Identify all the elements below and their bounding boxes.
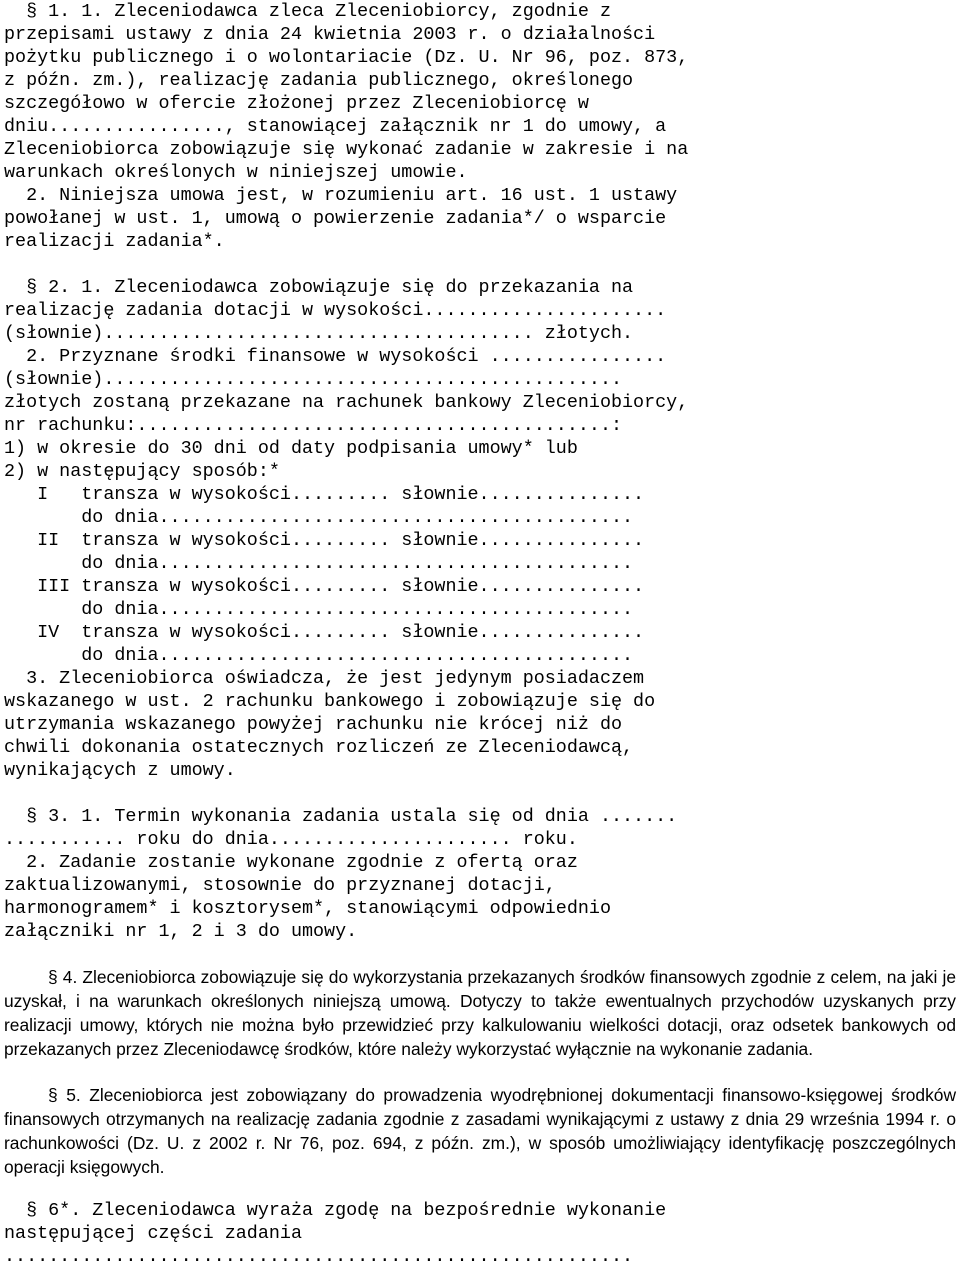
section-3-line: zaktualizowanymi, stosownie do przyznanej dotacji,: [4, 875, 556, 896]
section-3-line: załączniki nr 1, 2 i 3 do umowy.: [4, 921, 358, 942]
tranche-date-line: do dnia...........................................: [4, 599, 634, 620]
section-2-line: złotych zostaną przekazane na rachunek bankowy Zleceniobiorcy,: [4, 392, 689, 413]
spacer: [4, 1179, 956, 1199]
section-1-line: z późn. zm.), realizację zadania publicznego, określonego: [4, 70, 634, 91]
section-2: [4, 276, 956, 782]
section-1-line: realizacji zadania*.: [4, 231, 225, 252]
section-1-line: 2. Niniejsza umowa jest, w rozumieniu art. 16 ust. 1 ustawy: [4, 185, 678, 206]
section-2-line: chwili dokonania ostatecznych rozliczeń ze Zleceniodawcą,: [4, 737, 634, 758]
section-2-line: 3. Zleceniobiorca oświadcza, że jest jedynym posiadaczem: [4, 668, 645, 689]
section-2-line: 1) w okresie do 30 dni od daty podpisania umowy* lub: [4, 438, 578, 459]
section-1: [4, 0, 956, 253]
section-1-line: pożytku publicznego i o wolontariacie (Dz. U. Nr 96, poz. 873,: [4, 47, 689, 68]
section-2-line: § 2. 1. Zleceniodawca zobowiązuje się do przekazania na: [4, 277, 634, 298]
section-2-line: utrzymania wskazanego powyżej rachunku nie krócej niż do: [4, 714, 623, 735]
section-6: [4, 1199, 956, 1268]
spacer: [4, 1061, 956, 1083]
section-4-paragraph: § 4. Zleceniobiorca zobowiązuje się do wykorzystania przekazanych środków finansowych zgodnie z celem, na jaki je uzyskał, i na warunkach określonych niniejszą umową. Dotyczy to także ewentualnych przychodów uzyskanych przy realizacji umowy, których nie można było przewidzieć przy kalkulowaniu wielkości dotacji, oraz odsetek bankowych od przekazanych przez Zleceniodawcę środków, które należy wykorzystać wyłącznie na wykonanie zadania.: [4, 967, 956, 1059]
section-3-line: harmonogramem* i kosztorysem*, stanowiącymi odpowiednio: [4, 898, 611, 919]
section-1-line: przepisami ustawy z dnia 24 kwietnia 2003 r. o działalności: [4, 24, 656, 45]
section-3-line: 2. Zadanie zostanie wykonane zgodnie z ofertą oraz: [4, 852, 578, 873]
section-2-line: 2) w następujący sposób:*: [4, 461, 280, 482]
section-2-line: (słownie)....................................... złotych.: [4, 323, 634, 344]
tranche-line: III transza w wysokości......... słownie...............: [4, 576, 645, 597]
tranche-date-line: do dnia...........................................: [4, 507, 634, 528]
section-1-line: powołanej w ust. 1, umową o powierzenie zadania*/ o wsparcie: [4, 208, 667, 229]
section-2-line: realizację zadania dotacji w wysokości......................: [4, 300, 667, 321]
section-6-line: następującej części zadania: [4, 1223, 302, 1244]
section-1-line: § 1. 1. Zleceniodawca zleca Zleceniobiorcy, zgodnie z: [4, 1, 611, 22]
spacer: [4, 943, 956, 965]
section-1-line: warunkach określonych w niniejszej umowie.: [4, 162, 468, 183]
section-1-line: dniu................, stanowiącej załącznik nr 1 do umowy, a: [4, 116, 667, 137]
section-2-line: 2. Przyznane środki finansowe w wysokości ................: [4, 346, 667, 367]
spacer: [4, 782, 956, 805]
section-1-line: szczegółowo w ofercie złożonej przez Zleceniobiorcę w: [4, 93, 589, 114]
tranche-line: I transza w wysokości......... słownie...............: [4, 484, 645, 505]
section-3-line: ........... roku do dnia...................... roku.: [4, 829, 578, 850]
tranche-line: II transza w wysokości......... słownie...............: [4, 530, 645, 551]
section-1-line: Zleceniobiorca zobowiązuje się wykonać zadanie w zakresie i na: [4, 139, 689, 160]
tranche-line: IV transza w wysokości......... słownie...............: [4, 622, 645, 643]
tranche-date-line: do dnia...........................................: [4, 645, 634, 666]
section-5-paragraph: § 5. Zleceniobiorca jest zobowiązany do prowadzenia wyodrębnionej dokumentacji finansowo-księgowej środków finansowych otrzymanych na realizację zadania zgodnie z zasadami wynikającymi z ustawy z dnia 29 września 1994 r. o rachunkowości (Dz. U. z 2002 r. Nr 76, poz. 694, z późn. zm.), w sposób umożliwiający identyfikację poszczególnych operacji księgowych.: [4, 1085, 956, 1177]
section-2-line: (słownie)...............................................: [4, 369, 623, 390]
document-page: [4, 0, 956, 1268]
spacer: [4, 253, 956, 276]
section-2-line: wskazanego w ust. 2 rachunku bankowego i zobowiązuje się do: [4, 691, 656, 712]
section-2-line: nr rachunku:...........................................:: [4, 415, 623, 436]
section-2-line: wynikających z umowy.: [4, 760, 236, 781]
section-3-line: § 3. 1. Termin wykonania zadania ustala się od dnia .......: [4, 806, 678, 827]
tranche-date-line: do dnia...........................................: [4, 553, 634, 574]
section-3: [4, 805, 956, 943]
section-6-line: § 6*. Zleceniodawca wyraża zgodę na bezpośrednie wykonanie: [4, 1200, 667, 1221]
section-6-line: .........................................................: [4, 1246, 634, 1267]
